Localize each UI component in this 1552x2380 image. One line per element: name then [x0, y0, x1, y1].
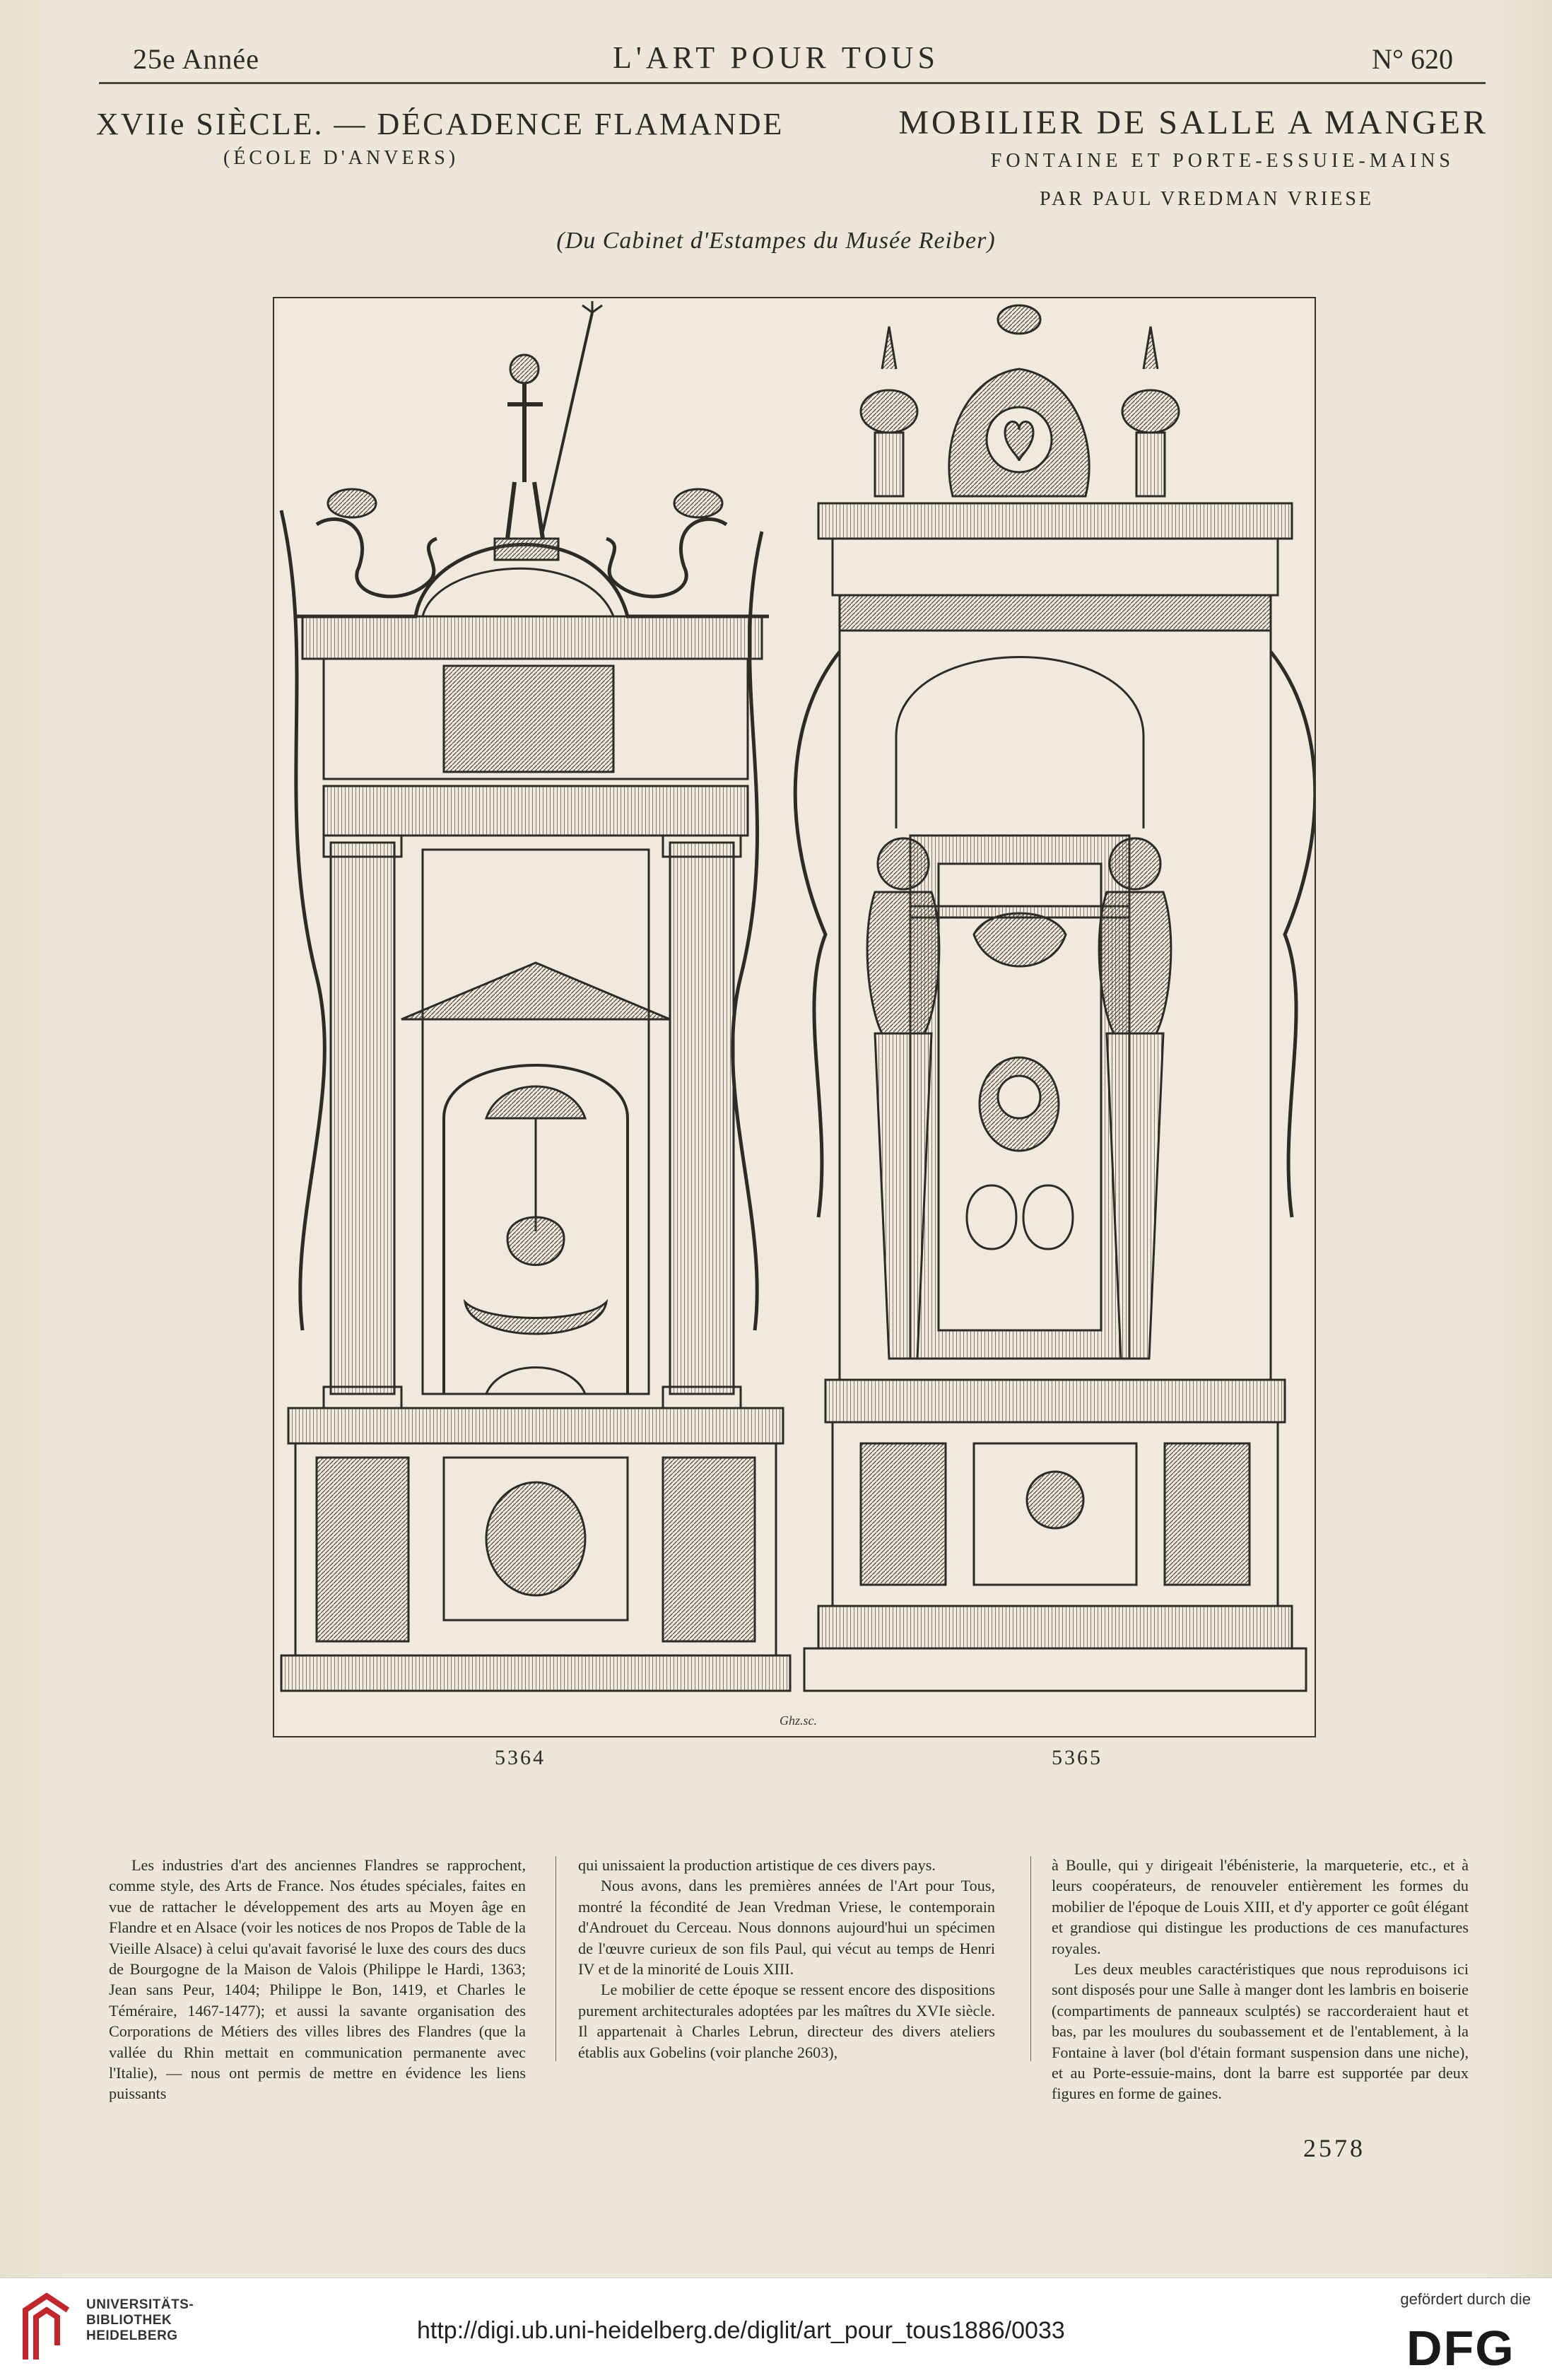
header-rule — [99, 82, 1486, 84]
text-column-1 — [109, 1855, 526, 2104]
period-title: XVIIe SIÈCLE. — DÉCADENCE FLAMANDE — [96, 107, 784, 141]
paragraph: Les deux meubles caractéristiques que nous reproduisons ici sont disposés pour une Salle à manger dont les lambris en boiserie (compartiments de panneaux sculptés) se raccorderaient haut et bas, par les moulures du soubassement et de l'entablement, à la Fontaine à laver (bol d'étain formant suspension dans une niche), et au Porte-essuie-mains, dont la barre est supportée par deux figures en forme de gaines. — [1052, 1960, 1469, 2103]
library-logo-icon — [18, 2289, 75, 2367]
paragraph: Les industries d'art des anciennes Flandres se rapprochent, comme style, des Arts de France. Nos études spéciales, faites en vue de rattacher le développement des arts au Moyen âge en Flandre et en Alsace (voir les notices de nos Propos de Table de la Vieille Alsace) à celui qu'avait favorisé le luxe des cours des ducs de Bourgogne de la Maison de Valois (Philippe le Hardi, 1363; Jean sans Peur, 1404; Philippe le Bon, 1419, et Charles le Téméraire, 1467-1477); et aussi la savante organisation des Corporations de Métiers des villes libres des Flandres (que la vallée du Rhin mettait en communication permanente avec l'Italie), — nous ont permis de mettre en évidence les liens puissants — [109, 1856, 526, 2103]
plate-number-left: 5364 — [495, 1746, 546, 1769]
page-number: 2578 — [1303, 2134, 1365, 2162]
volume-year: 25e Année — [133, 43, 259, 75]
plate-author: PAR PAUL VREDMAN VRIESE — [1040, 188, 1374, 210]
library-name: UNIVERSITÄTS- BIBLIOTHEK HEIDELBERG — [86, 2297, 194, 2343]
source-caption: (Du Cabinet d'Estampes du Musée Reiber) — [556, 228, 996, 254]
text-column-2 — [578, 1855, 995, 2063]
permalink-url[interactable]: http://digi.ub.uni-heidelberg.de/diglit/art_pour_tous1886/0033 — [417, 2317, 1065, 2344]
school-subtitle: (ÉCOLE D'ANVERS) — [223, 147, 459, 169]
paragraph: qui unissaient la production artistique de ces divers pays. — [578, 1856, 936, 1874]
journal-title: L'ART POUR TOUS — [612, 40, 940, 75]
fountain-cabinet — [281, 301, 790, 1691]
issue-number: N° 620 — [1372, 43, 1453, 75]
engraving-plate — [273, 297, 1316, 1737]
text-column-3 — [1052, 1855, 1469, 2104]
paragraph: à Boulle, qui y dirigeait l'ébénisterie, la marqueterie, etc., et à leurs coopérateurs, de renouveler entièrement les formes du mobilier de l'époque de Louis XIII, et d'y apporter ce goût élégant et grandiose qui distingue les productions de ces manufactures royales. — [1052, 1856, 1469, 1957]
plate-number-right: 5365 — [1052, 1746, 1103, 1769]
engraver-signature: Ghz.sc. — [780, 1713, 817, 1728]
paragraph: Le mobilier de cette époque se ressent encore des dispositions purement architecturales adoptées par les maîtres du XVIe siècle. Il appartenait à Charles Lebrun, directeur des divers ateliers établis aux Gobelins (voir planche 2603), — [578, 1981, 995, 2061]
paragraph: Nous avons, dans les premières années de l'Art pour Tous, montré la fécondité de Jean Vredman Vriese, le contemporain d'Androuet du Cerceau. Nous donnons aujourd'hui un spécimen de l'œuvre curieux de son fils Paul, qui vécut au temps de Henri IV et de la minorité de Louis XIII. — [578, 1877, 995, 1979]
funding-label: gefördert durch die — [1400, 2290, 1531, 2308]
column-divider — [1030, 1856, 1031, 2061]
plate-subtitle: FONTAINE ET PORTE-ESSUIE-MAINS — [990, 150, 1454, 172]
furniture-engraving — [274, 298, 1315, 1736]
column-divider — [555, 1856, 556, 2061]
towel-rack-cabinet — [795, 305, 1315, 1691]
dfg-logo: DFG — [1406, 2321, 1515, 2376]
plate-title: MOBILIER DE SALLE A MANGER — [898, 104, 1488, 141]
